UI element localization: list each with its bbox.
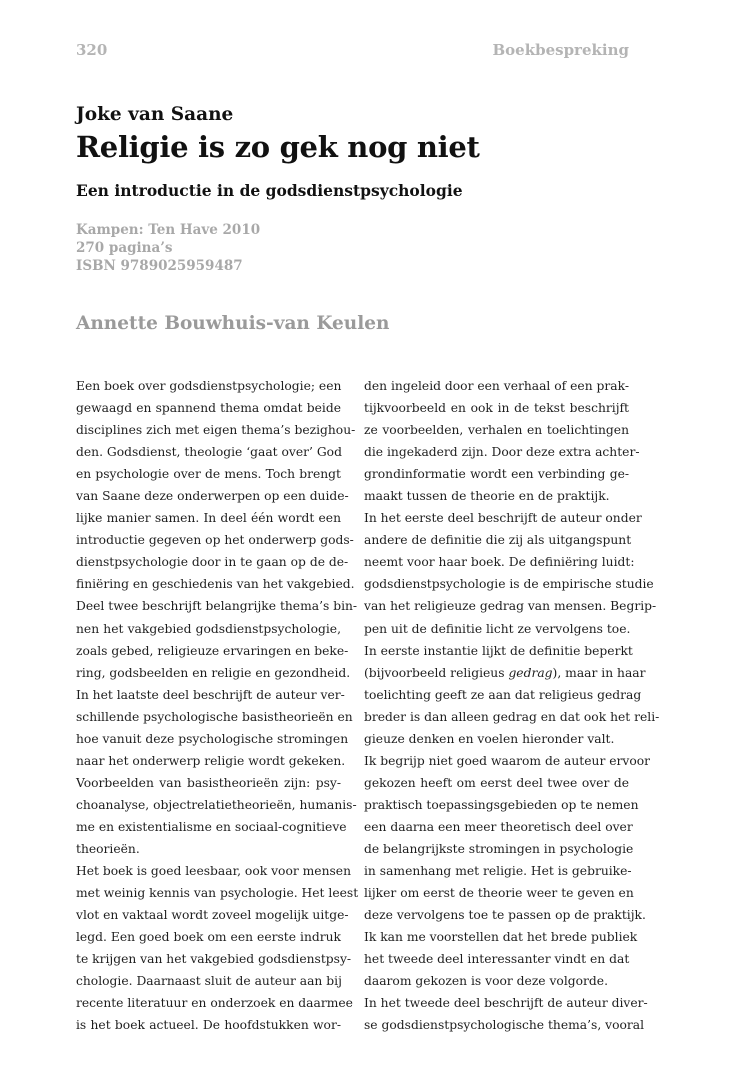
- text-line: toelichting geeft ze aan dat religieus gedrag: [364, 687, 642, 702]
- text-line: gekozen heeft om eerst deel twee over de: [364, 775, 629, 790]
- text-line: van het religieuze gedrag van mensen. Begrip-: [364, 599, 657, 614]
- text-line: is het boek actueel. De hoofdstukken wor-: [76, 1018, 341, 1033]
- text-line: In het tweede deel beschrijft de auteur diver-: [364, 996, 648, 1011]
- text-line: theorieën.: [76, 841, 140, 856]
- text-line: praktisch toepassingsgebieden op te nemen: [364, 797, 639, 812]
- text-line: maakt tussen de theorie en de praktijk.: [364, 489, 610, 504]
- text-line: deze vervolgens toe te passen op de praktijk.: [364, 908, 646, 923]
- text-line: introductie gegeven op het onderwerp gods-: [76, 533, 354, 548]
- book-subtitle: Een introductie in de godsdienstpsychologie: [76, 181, 463, 200]
- text-line: Een boek over godsdienstpsychologie; een: [76, 379, 342, 393]
- body-column-left: [76, 375, 359, 1036]
- text-line: die ingekaderd zijn. Door deze extra achter-: [364, 445, 640, 460]
- text-line: recente literatuur en onderzoek en daarmee: [76, 996, 353, 1011]
- text-line: den. Godsdienst, theologie ‘gaat over’ God: [76, 445, 342, 460]
- text-line: schillende psychologische basistheorieën en: [76, 709, 353, 724]
- text-line: Ik begrijp niet goed waarom de auteur ervoor: [364, 753, 651, 768]
- page-number: 320: [76, 41, 108, 59]
- text-line: het tweede deel interessanter vindt en dat: [364, 952, 630, 967]
- text-line: neemt voor haar boek. De definiëring luidt:: [364, 555, 635, 570]
- text-line: se godsdienstpsychologische thema’s, vooral: [364, 1018, 645, 1033]
- text-line: met weinig kennis van psychologie. Het leest: [76, 886, 359, 901]
- text-line: een daarna een meer theoretisch deel over: [364, 819, 633, 834]
- text-line: gieuze denken en voelen hieronder valt.: [364, 731, 615, 746]
- text-line: Deel twee beschrijft belangrijke thema’s bin-: [76, 599, 358, 614]
- text-line: dienstpsychologie door in te gaan op de de-: [76, 555, 349, 570]
- text-line: disciplines zich met eigen thema’s bezighou-: [76, 423, 356, 438]
- text-line: naar het onderwerp religie wordt gekeken.: [76, 753, 346, 768]
- text-line: de belangrijkste stromingen in psychologie: [364, 841, 634, 856]
- section-title: Boekbespreking: [492, 41, 629, 59]
- text-line: vlot en vaktaal wordt zoveel mogelijk uitge-: [76, 908, 349, 923]
- text-line: In eerste instantie lijkt de definitie beperkt: [364, 643, 633, 658]
- text-line: Ik kan me voorstellen dat het brede publiek: [364, 930, 638, 945]
- text-line: lijker om eerst de theorie weer te geven en: [364, 886, 634, 901]
- publication-info: [76, 221, 260, 275]
- publisher: Kampen: Ten Have 2010: [76, 222, 261, 238]
- text-line: chologie. Daarnaast sluit de auteur aan bij: [76, 974, 342, 989]
- text-line: lijke manier samen. In deel één wordt een: [76, 511, 341, 526]
- text-line: andere de definitie die zij als uitgangspunt: [364, 533, 632, 548]
- text-line: breder is dan alleen gedrag en dat ook het reli-: [364, 709, 660, 724]
- book-title: Religie is zo gek nog niet: [76, 130, 480, 164]
- text-line: van Saane deze onderwerpen op een duide-: [76, 489, 349, 504]
- text-line: tijkvoorbeeld en ook in de tekst beschrijft: [364, 401, 629, 416]
- text-line: (bijvoorbeeld religieus gedrag), maar in haar: [364, 665, 646, 680]
- text-line: In het laatste deel beschrijft de auteur ver-: [76, 687, 345, 702]
- book-author: Joke van Saane: [76, 104, 234, 125]
- text-line: legd. Een goed boek om een eerste indruk: [76, 930, 341, 945]
- text-line: in samenhang met religie. Het is gebruike-: [364, 864, 632, 879]
- body-column-right: [364, 375, 660, 1036]
- text-line: pen uit de definitie licht ze vervolgens toe.: [364, 621, 631, 636]
- text-line: ring, godsbeelden en religie en gezondheid.: [76, 665, 351, 680]
- text-line: en psychologie over de mens. Toch brengt: [76, 467, 341, 482]
- text-line: godsdienstpsychologie is de empirische studie: [364, 577, 654, 592]
- reviewer-name: Annette Bouwhuis-van Keulen: [76, 313, 390, 334]
- text-line: Voorbeelden van basistheorieën zijn: psy-: [76, 775, 341, 790]
- running-head: [76, 41, 629, 59]
- text-line: choanalyse, objectrelatietheorieën, humanis-: [76, 797, 357, 812]
- text-line: te krijgen van het vakgebied godsdienstpsy-: [76, 952, 352, 967]
- text-line: daarom gekozen is voor deze volgorde.: [364, 974, 608, 989]
- text-line: hoe vanuit deze psychologische stromingen: [76, 731, 349, 746]
- text-line: ze voorbeelden, verhalen en toelichtingen: [364, 423, 629, 438]
- page-count: 270 pagina’s: [76, 240, 173, 256]
- isbn: ISBN 9789025959487: [76, 258, 243, 274]
- text-line: den ingeleid door een verhaal of een prak-: [364, 379, 629, 393]
- text-line: grondinformatie wordt een verbinding ge-: [364, 467, 629, 482]
- text-line: In het eerste deel beschrijft de auteur onder: [364, 511, 642, 526]
- text-line: zoals gebed, religieuze ervaringen en beke-: [76, 643, 349, 658]
- text-line: gewaagd en spannend thema omdat beide: [76, 401, 341, 416]
- text-line: me en existentialisme en sociaal-cognitieve: [76, 819, 347, 834]
- text-line: nen het vakgebied godsdienstpsychologie,: [76, 621, 341, 636]
- text-line: Het boek is goed leesbaar, ook voor mensen: [76, 864, 351, 879]
- text-line: finiëring en geschiedenis van het vakgebied.: [76, 577, 355, 592]
